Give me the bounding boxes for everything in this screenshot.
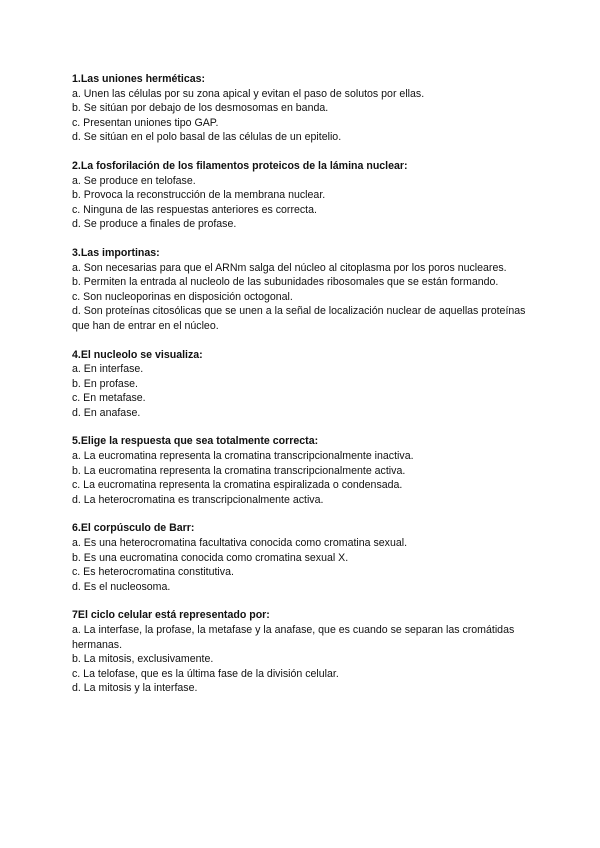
question-1 bbox=[72, 72, 542, 145]
question-3 bbox=[72, 246, 542, 334]
option-c: c. Ninguna de las respuestas anteriores es correcta. bbox=[72, 203, 317, 216]
option-b: b. Provoca la reconstrucción de la membrana nuclear. bbox=[72, 189, 326, 202]
option-b: b. Permiten la entrada al nucleolo de las subunidades ribosomales que se están formando. bbox=[72, 276, 499, 289]
option-c: c. Son nucleoporinas en disposición octogonal. bbox=[72, 290, 293, 303]
option-c: c. Es heterocromatina constitutiva. bbox=[72, 566, 234, 579]
question-title: 1.Las uniones herméticas: bbox=[72, 73, 206, 85]
option-c: c. La eucromatina representa la cromatina espiralizada o condensada. bbox=[72, 479, 403, 492]
option-d: d. La mitosis y la interfase. bbox=[72, 682, 198, 695]
option-d: d. Son proteínas citosólicas que se unen a la señal de localización nuclear de aquellas proteínas que han de entrar en el núcleo. bbox=[72, 305, 526, 332]
option-a: a. Es una heterocromatina facultativa conocida como cromatina sexual. bbox=[72, 537, 408, 550]
option-d: d. Se produce a finales de profase. bbox=[72, 218, 237, 231]
option-c: c. La telofase, que es la última fase de la división celular. bbox=[72, 667, 339, 680]
option-b: b. En profase. bbox=[72, 377, 138, 390]
question-6 bbox=[72, 521, 542, 594]
option-a: a. Son necesarias para que el ARNm salga del núcleo al citoplasma por los poros nucleares. bbox=[72, 261, 507, 274]
option-b: b. Se sitúan por debajo de los desmosomas en banda. bbox=[72, 102, 329, 115]
option-b: b. La mitosis, exclusivamente. bbox=[72, 653, 214, 666]
option-a: a. La interfase, la profase, la metafase y la anafase, que es cuando se separan las cromátidas hermanas. bbox=[72, 624, 515, 651]
option-b: b. Es una eucromatina conocida como cromatina sexual X. bbox=[72, 551, 349, 564]
option-d: d. Se sitúan en el polo basal de las células de un epitelio. bbox=[72, 131, 342, 144]
question-title: 2.La fosforilación de los filamentos proteicos de la lámina nuclear: bbox=[72, 159, 408, 172]
option-a: a. Unen las células por su zona apical y evitan el paso de solutos por ellas. bbox=[72, 87, 425, 100]
question-title: 4.El nucleolo se visualiza: bbox=[72, 348, 203, 361]
option-b: b. La eucromatina representa la cromatina transcripcionalmente activa. bbox=[72, 464, 406, 477]
question-title: 7El ciclo celular está representado por: bbox=[72, 609, 270, 622]
question-title: 3.Las importinas: bbox=[72, 246, 160, 259]
option-c: c. Presentan uniones tipo GAP. bbox=[72, 116, 219, 129]
option-d: d. En anafase. bbox=[72, 406, 141, 419]
document-page bbox=[72, 72, 542, 710]
option-a: a. La eucromatina representa la cromatina transcripcionalmente inactiva. bbox=[72, 450, 414, 463]
option-a: a. Se produce en telofase. bbox=[72, 174, 196, 187]
question-7 bbox=[72, 608, 542, 696]
option-c: c. En metafase. bbox=[72, 392, 146, 405]
question-title: 5.Elige la respuesta que sea totalmente correcta: bbox=[72, 435, 319, 448]
option-a: a. En interfase. bbox=[72, 363, 144, 376]
question-5 bbox=[72, 434, 542, 507]
question-title: 6.El corpúsculo de Barr: bbox=[72, 522, 195, 535]
question-4 bbox=[72, 348, 542, 421]
question-2 bbox=[72, 159, 542, 232]
option-d: d. La heterocromatina es transcripcionalmente activa. bbox=[72, 493, 324, 506]
option-d: d. Es el nucleosoma. bbox=[72, 580, 171, 593]
